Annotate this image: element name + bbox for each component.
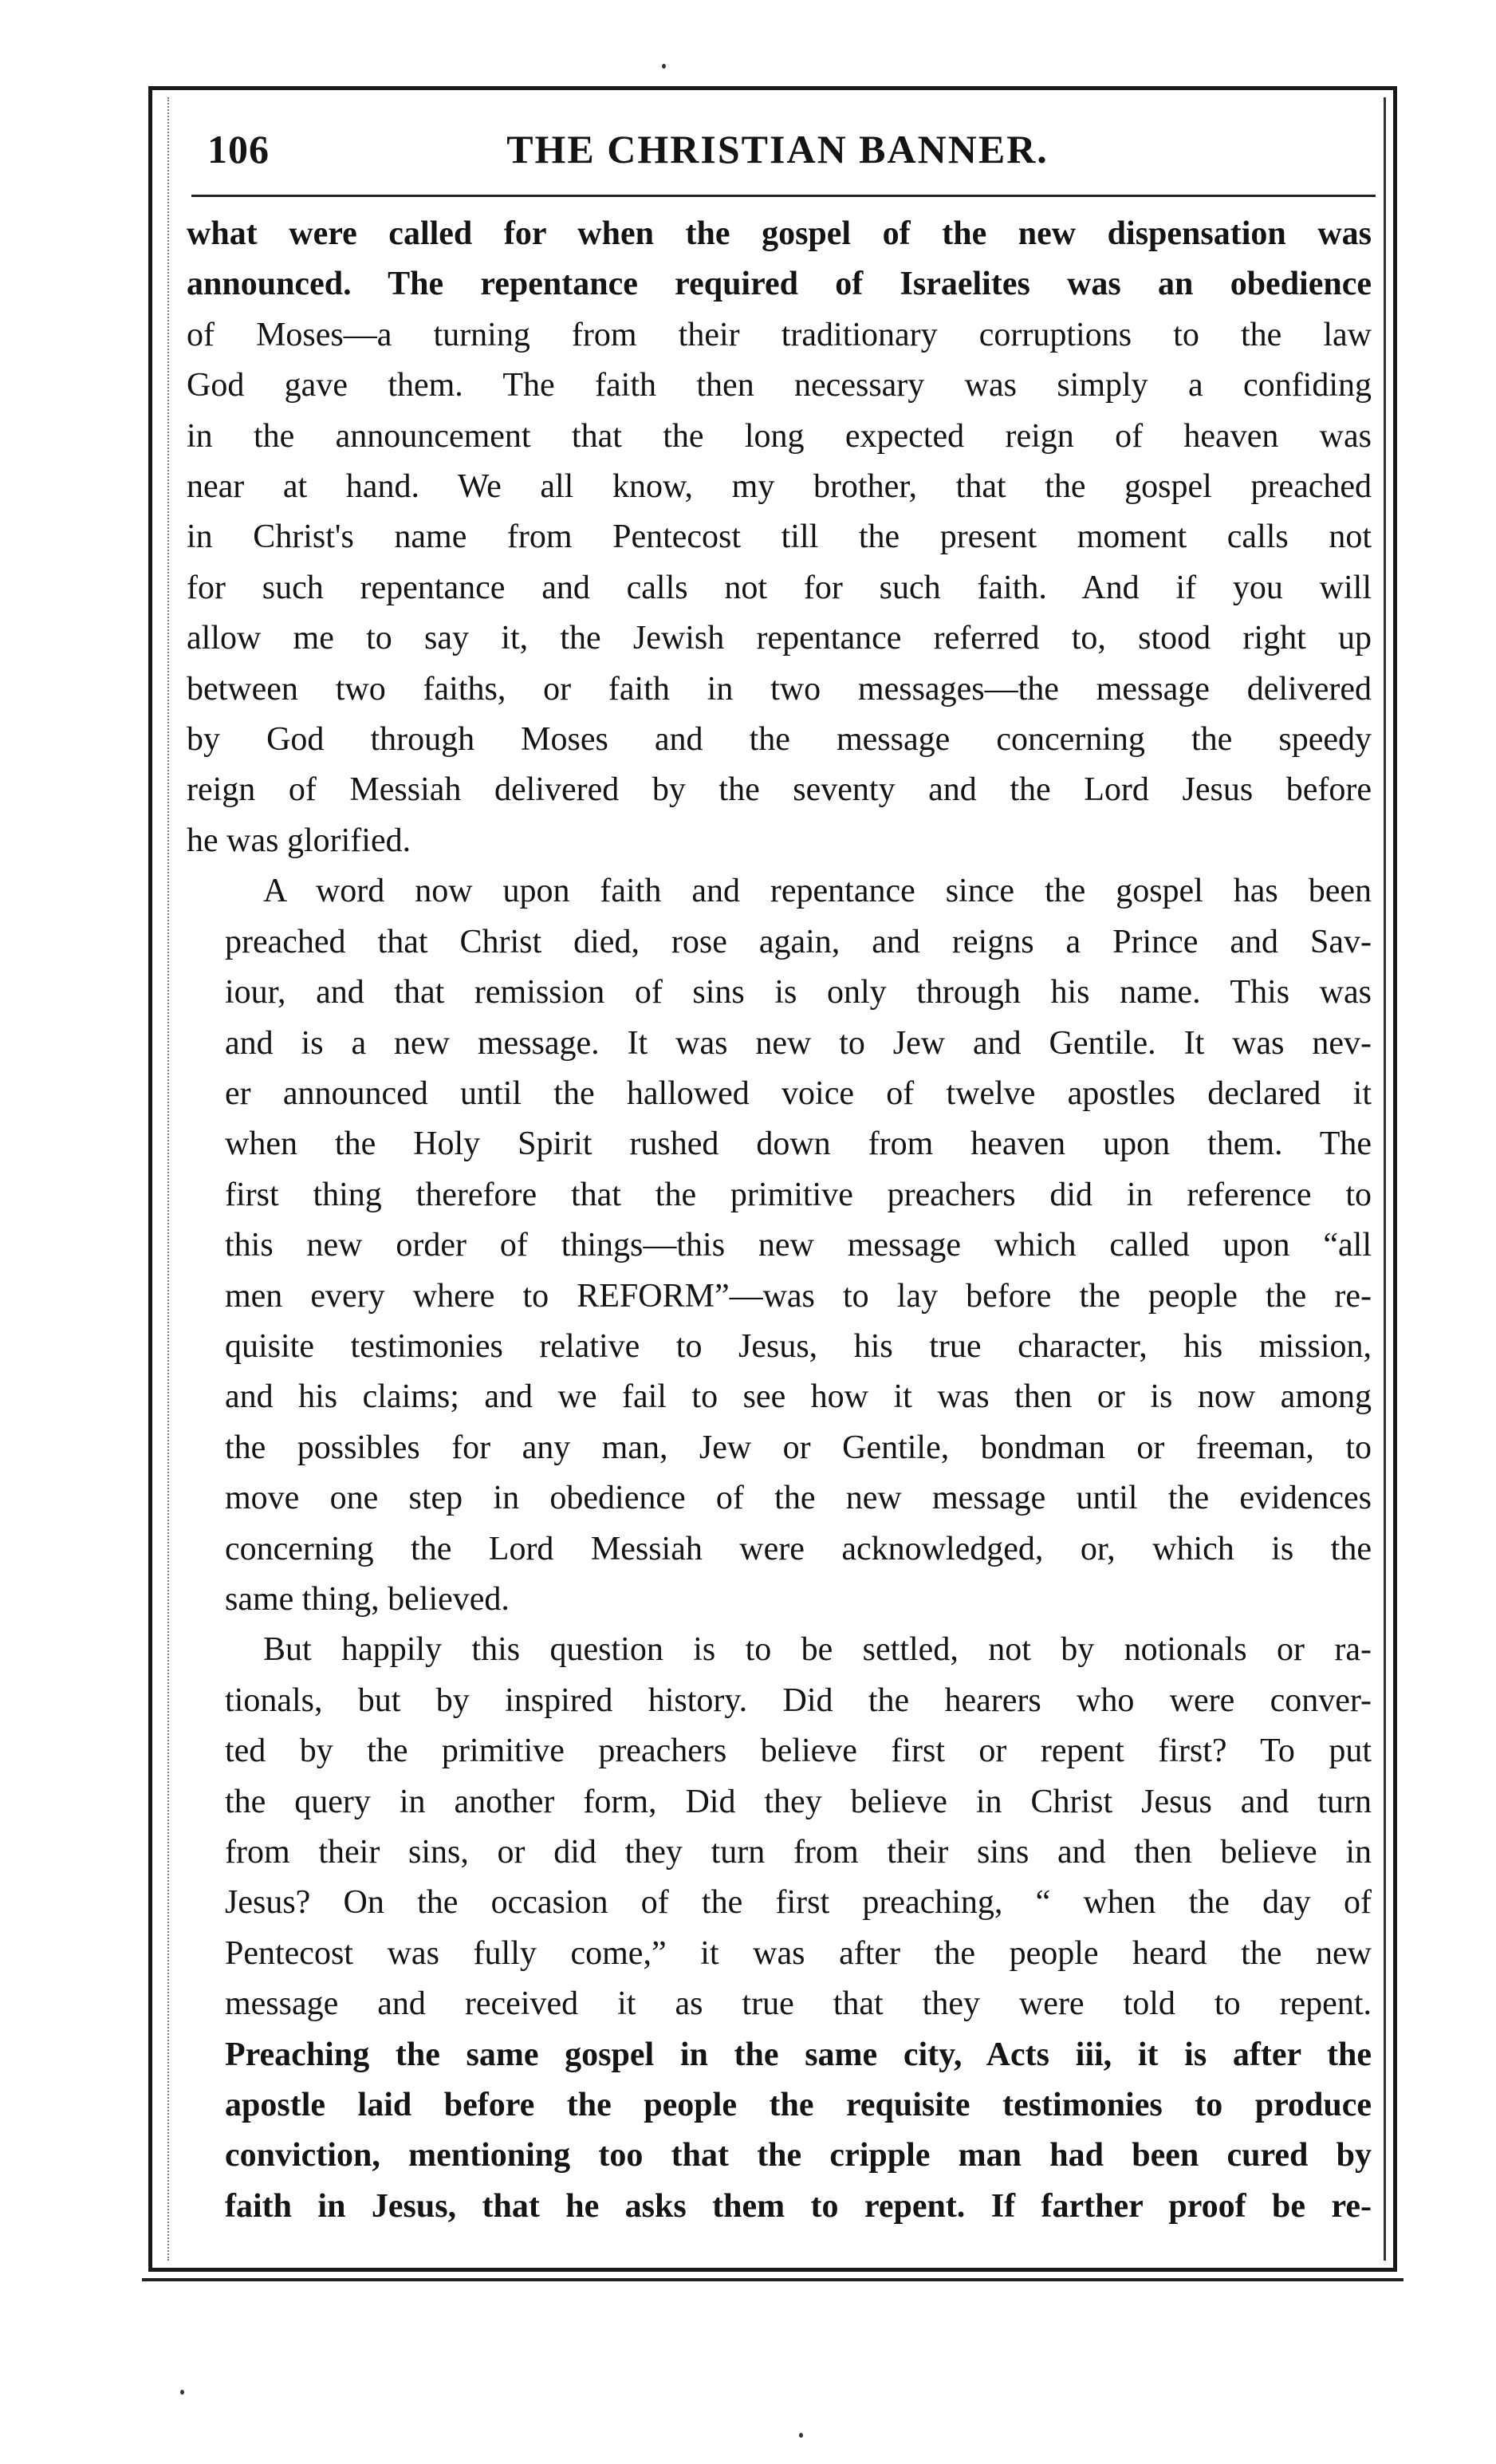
bottom-rule <box>142 2278 1403 2281</box>
ink-speck <box>662 64 666 69</box>
page-number: 106 <box>207 127 270 171</box>
text-line: reign of Messiah delivered by the seventy and the Lord Jesus before <box>187 771 1372 809</box>
page-header <box>191 120 1364 191</box>
text-line: quisite testimonies relative to Jesus, his true character, his mission, <box>225 1327 1372 1365</box>
text-line: from their sins, or did they turn from their sins and then believe in <box>225 1834 1372 1871</box>
article-body <box>187 209 1372 2232</box>
text-line: and is a new message. It was new to Jew and Gentile. It was nev- <box>225 1024 1372 1062</box>
text-line: preached that Christ died, rose again, and reigns a Prince and Sav- <box>225 923 1372 960</box>
text-line: A word now upon faith and repentance since the gospel has been <box>263 873 1372 910</box>
text-line: first thing therefore that the primitive preachers did in reference to <box>225 1176 1372 1213</box>
text-line: allow me to say it, the Jewish repentance referred to, stood right up <box>187 620 1372 657</box>
text-line: this new order of things—this new message which called upon “all <box>225 1227 1372 1264</box>
paragraph-3 <box>187 1625 1372 2232</box>
text-line: what were called for when the gospel of the new dispensation was <box>187 215 1372 252</box>
text-line: God gave them. The faith then necessary was simply a confiding <box>187 367 1372 404</box>
text-line: when the Holy Spirit rushed down from heaven upon them. The <box>225 1126 1372 1163</box>
ink-speck <box>799 2433 803 2438</box>
text-line: er announced until the hallowed voice of twelve apostles declared it <box>225 1074 1372 1112</box>
text-line: of Moses—a turning from their traditionary corruptions to the law <box>187 316 1372 353</box>
header-rule <box>191 195 1376 197</box>
text-line: same thing, believed. <box>225 1580 510 1618</box>
text-line: But happily this question is to be settled, not by notionals or ra- <box>263 1631 1372 1669</box>
text-line: apostle laid before the people the requisite testimonies to produce <box>225 2087 1372 2124</box>
text-line: for such repentance and calls not for such faith. And if you will <box>187 569 1372 606</box>
text-line: announced. The repentance required of Israelites was an obedience <box>187 266 1372 303</box>
text-line: he was glorified. <box>187 822 411 859</box>
running-title: THE CHRISTIAN BANNER. <box>506 127 1049 171</box>
paragraph-2 <box>187 866 1372 1625</box>
text-line: conviction, mentioning too that the cripple man had been cured by <box>225 2137 1372 2174</box>
ink-speck <box>180 2390 184 2395</box>
text-line: the possibles for any man, Jew or Gentile, bondman or freeman, to <box>225 1429 1372 1466</box>
text-line: tionals, but by inspired history. Did the hearers who were conver- <box>225 1681 1372 1719</box>
text-line: ted by the primitive preachers believe first or repent first? To put <box>225 1733 1372 1770</box>
text-line: between two faiths, or faith in two messages—the message delivered <box>187 670 1372 708</box>
text-line: men every where to REFORM”—was to lay before the people the re- <box>225 1277 1372 1315</box>
text-line: by God through Moses and the message concerning the speedy <box>187 721 1372 759</box>
text-line: Jesus? On the occasion of the first preaching, “ when the day of <box>225 1884 1372 1922</box>
text-line: message and received it as true that they were told to repent. <box>225 1985 1372 2023</box>
text-line: iour, and that remission of sins is only through his name. This was <box>225 974 1372 1011</box>
text-line: concerning the Lord Messiah were acknowledged, or, which is the <box>225 1530 1372 1567</box>
text-line: near at hand. We all know, my brother, that the gospel preached <box>187 468 1372 506</box>
text-line: Pentecost was fully come,” it was after the people heard the new <box>225 1934 1372 1972</box>
paragraph-1 <box>187 209 1372 866</box>
text-line: the query in another form, Did they believe in Christ Jesus and turn <box>225 1783 1372 1820</box>
text-line: in Christ's name from Pentecost till the present moment calls not <box>187 518 1372 556</box>
text-line: Preaching the same gospel in the same city, Acts iii, it is after the <box>225 2036 1372 2073</box>
text-line: in the announcement that the long expected reign of heaven was <box>187 417 1372 455</box>
text-line: move one step in obedience of the new message until the evidences <box>225 1480 1372 1517</box>
text-line: faith in Jesus, that he asks them to repent. If farther proof be re- <box>225 2187 1372 2225</box>
text-line: and his claims; and we fail to see how it was then or is now among <box>225 1378 1372 1416</box>
